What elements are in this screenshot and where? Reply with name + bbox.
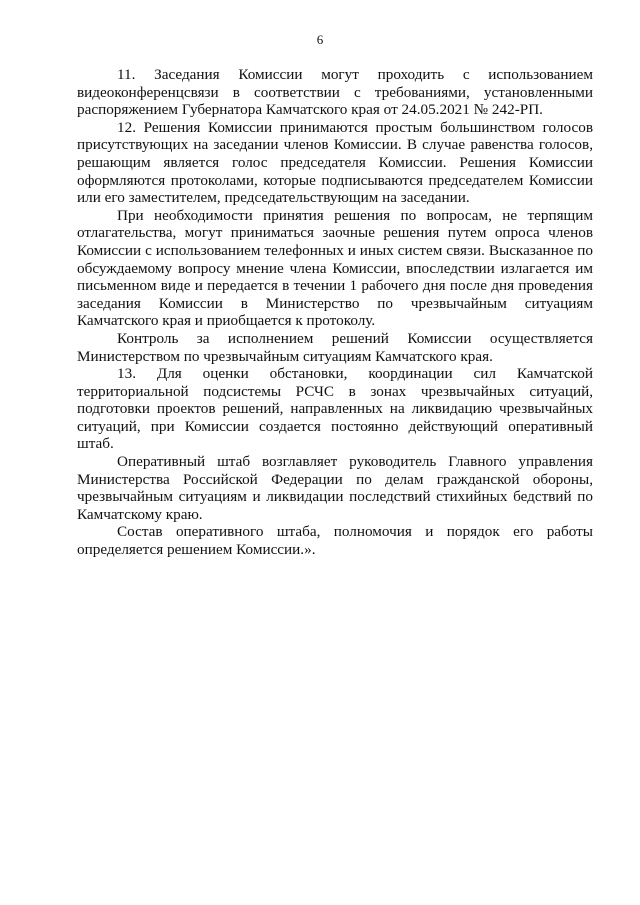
paragraph-item-12-decisions: 12. Решения Комиссии принимаются простым большинством голосов присутствующих на заседании членов Комиссии. В случае равенства голосов, решающим является голос председателя Комиссии. Решения Комиссии оформляются протоколами, которые подписываются председателем Комиссии или его заместителем, председательствующим на заседании. <box>77 118 593 207</box>
paragraph-hq-head: Оперативный штаб возглавляет руководитель Главного управления Министерства Российской Федерации по делам гражданской обороны, чрезвычайным ситуациям и ликвидации последствий стихийных бедствий по Камчатскому краю. <box>77 453 593 523</box>
document-body <box>77 66 593 559</box>
paragraph-item-11-meetings: 11. Заседания Комиссии могут проходить с использованием видеоконференцсвязи в соответствии с требованиями, установленными распоряжением Губернатора Камчатского края от 24.05.2021 № 242-РП. <box>77 66 593 119</box>
page-number: 6 <box>316 32 324 47</box>
paragraph-hq-composition: Состав оперативного штаба, полномочия и порядок его работы определяется решением Комиссии.». <box>77 523 593 559</box>
paragraph-execution-control: Контроль за исполнением решений Комиссии осуществляется Министерством по чрезвычайным ситуациям Камчатского края. <box>77 329 593 365</box>
paragraph-absentee-decisions: При необходимости принятия решения по вопросам, не терпящим отлагательства, могут приниматься заочные решения путем опроса членов Комиссии с использованием телефонных и иных систем связи. Высказанное по обсуждаемому вопросу мнение члена Комиссии, впоследствии излагается им письменном виде и передается в течении 1 рабочего дня после дня проведения заседания Комиссии в Министерство по чрезвычайным ситуациям Камчатского края и приобщается к протоколу. <box>77 206 593 330</box>
paragraph-item-13-operational-hq: 13. Для оценки обстановки, координации сил Камчатской территориальной подсистемы РСЧС в зонах чрезвычайных ситуаций, подготовки проектов решений, направленных на ликвидацию чрезвычайных ситуаций, при Комиссии создается постоянно действующий оперативный штаб. <box>77 365 593 453</box>
